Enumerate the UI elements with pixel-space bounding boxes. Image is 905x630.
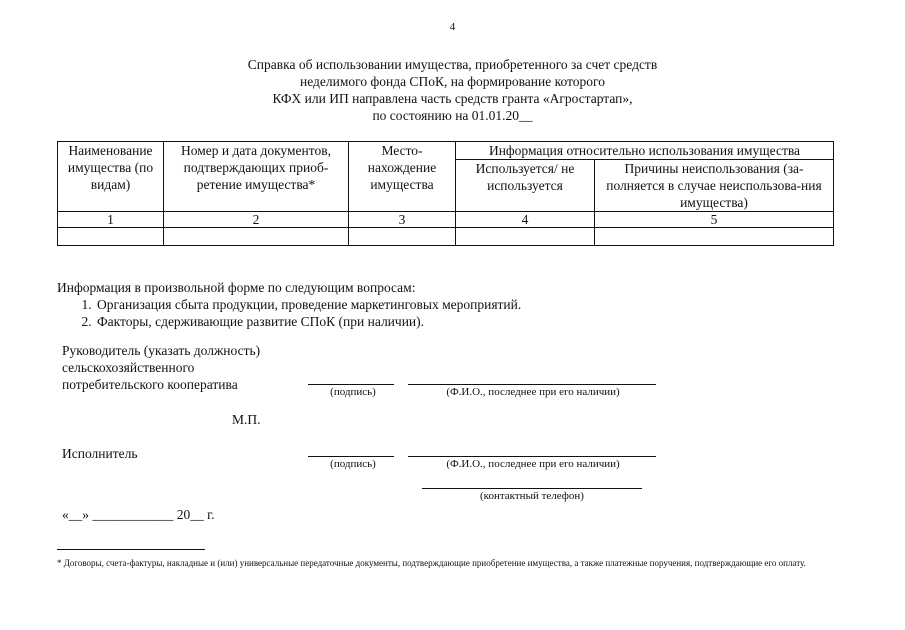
header-location: Место-нахождение имущества [349, 142, 456, 212]
header-property-name: Наименование имущества (по видам) [58, 142, 164, 212]
head-name-caption: (Ф.И.О., последнее при его наличии) [446, 386, 620, 398]
column-number: 5 [595, 212, 834, 228]
footnote: * Договоры, счета-фактуры, накладные и (или) универсальные передаточные документы, подтверждающие приобретение имущества, а также платежные поручения, подтверждающие его оплату. [57, 558, 806, 568]
head-label-line: Руководитель (указать должность) [62, 343, 261, 358]
head-label [62, 342, 260, 393]
title-line-3: КФХ или ИП направлена часть средств гранта «Агростартап», [272, 91, 633, 106]
table-cell-empty[interactable] [58, 228, 164, 246]
head-signature-line[interactable] [308, 384, 394, 385]
column-number: 4 [456, 212, 595, 228]
executor-signature-line[interactable] [308, 456, 394, 457]
column-number: 2 [164, 212, 349, 228]
info-section [57, 279, 521, 330]
table-cell-empty[interactable] [595, 228, 834, 246]
table-cell-empty[interactable] [456, 228, 595, 246]
head-label-line: сельскохозяйственного [62, 360, 195, 375]
column-number: 1 [58, 212, 164, 228]
column-number: 3 [349, 212, 456, 228]
page-number: 4 [449, 21, 456, 33]
phone-caption: (контактный телефон) [480, 490, 584, 502]
executor-signature-caption: (подпись) [330, 458, 376, 470]
header-reasons: Причины неиспользования (за-полняется в случае неиспользова-ния имущества) [595, 160, 834, 212]
info-item: 2. Факторы, сдерживающие развитие СПоК (при наличии). [95, 313, 521, 330]
header-used: Используется/ не используется [456, 160, 595, 212]
executor-label: Исполнитель [62, 446, 138, 461]
executor-name-line[interactable] [408, 456, 656, 457]
table-cell-empty[interactable] [349, 228, 456, 246]
table-cell-empty[interactable] [164, 228, 349, 246]
head-label-line: потребительского кооператива [62, 377, 238, 392]
document-title [0, 56, 905, 124]
title-line-2: неделимого фонда СПоК, на формирование которого [300, 74, 605, 89]
date-line: «__» ____________ 20__ г. [62, 507, 215, 522]
stamp-label: М.П. [232, 412, 261, 427]
title-line-1: Справка об использовании имущества, приобретенного за счет средств [247, 57, 658, 72]
info-intro: Информация в произвольной форме по следующим вопросам: [57, 280, 416, 295]
header-usage-info: Информация относительно использования имущества [456, 142, 834, 160]
header-documents: Номер и дата документов, подтверждающих приоб-ретение имущества* [164, 142, 349, 212]
phone-line[interactable] [422, 488, 642, 489]
info-list [57, 296, 521, 330]
executor-name-caption: (Ф.И.О., последнее при его наличии) [446, 458, 620, 470]
title-line-4: по состоянию на 01.01.20__ [372, 108, 533, 123]
property-usage-table [57, 141, 834, 246]
footnote-separator [57, 549, 205, 550]
info-item: 1. Организация сбыта продукции, проведение маркетинговых мероприятий. [95, 296, 521, 313]
head-signature-caption: (подпись) [330, 386, 376, 398]
head-name-line[interactable] [408, 384, 656, 385]
